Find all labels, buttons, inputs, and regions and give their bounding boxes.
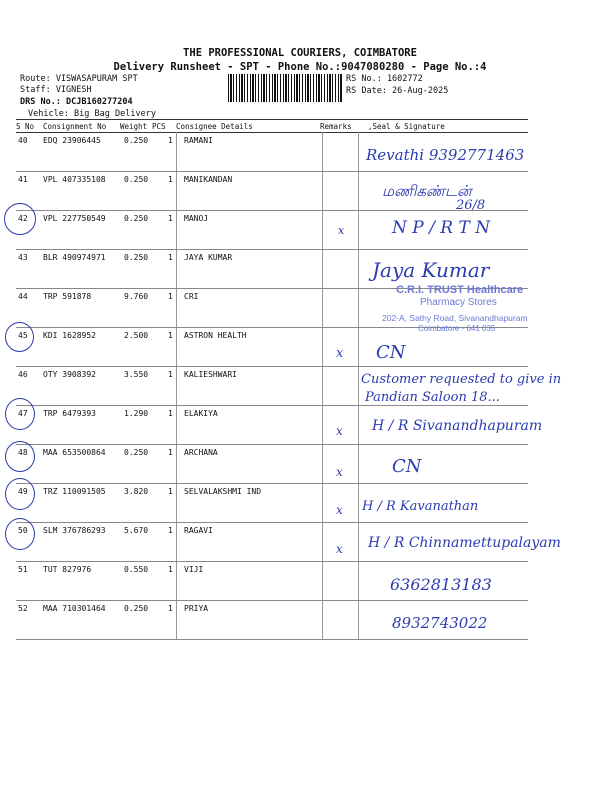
row-sno: 47 [18, 409, 28, 418]
row-divider [16, 561, 528, 562]
remark-mark-48: x [336, 465, 343, 479]
row-divider [16, 249, 528, 250]
row-consignment-no: SLM 376786293 [43, 526, 106, 535]
row-sno: 41 [18, 175, 28, 184]
row-consignment-no: EDQ 23906445 [43, 136, 101, 145]
header-top-rule [16, 119, 528, 120]
row-sno: 52 [18, 604, 28, 613]
remark-mark-42: x [338, 224, 345, 237]
runsheet-subtitle: Delivery Runsheet - SPT - Phone No.:9047080280 - Page No.:4 [113, 61, 487, 73]
row-consignee: RAGAVI [184, 526, 213, 535]
row-sno: 45 [18, 331, 28, 340]
row-pcs: 1 [168, 409, 173, 418]
row-sno: 46 [18, 370, 28, 379]
rs-number: RS No.: 1602772 [346, 74, 423, 84]
signature-52: 8932743022 [392, 614, 488, 632]
row-consignment-no: VPL 227750549 [43, 214, 106, 223]
row-weight: 3.820 [124, 487, 149, 496]
row-divider [16, 366, 528, 367]
remark-46-line1: Customer requested to give in [361, 372, 562, 387]
signature-41-date: 26/8 [456, 198, 486, 213]
remark-mark-49: x [336, 503, 343, 517]
row-sno: 42 [18, 214, 28, 223]
row-pcs: 1 [168, 604, 173, 613]
row-consignee: JAYA KUMAR [184, 253, 233, 262]
row-consignment-no: TRP 6479393 [43, 409, 96, 418]
row-consignee: MANIKANDAN [184, 175, 233, 184]
col-consignee: Consignee Details [176, 122, 253, 131]
stamp-line-1: C.R.I. TRUST Healthcare [396, 284, 524, 296]
col-sno: S No [16, 122, 35, 131]
row-sno: 40 [18, 136, 28, 145]
divider-remarks [322, 132, 323, 640]
row-weight: 5.670 [124, 526, 149, 535]
sno-circle-48 [5, 441, 35, 472]
row-weight: 0.250 [124, 253, 149, 262]
row-consignee: ASTRON HEALTH [184, 331, 247, 340]
row-weight: 2.500 [124, 331, 149, 340]
row-sno: 43 [18, 253, 28, 262]
remark-mark-50: x [336, 542, 343, 556]
remark-49: H / R Kavanathan [362, 499, 479, 514]
col-remarks: Remarks [320, 122, 352, 131]
row-sno: 44 [18, 292, 28, 301]
col-pcs: PCS [152, 122, 166, 131]
row-sno: 51 [18, 565, 28, 574]
row-consignment-no: BLR 490974971 [43, 253, 106, 262]
row-consignee: SELVALAKSHMI IND [184, 487, 262, 496]
row-pcs: 1 [168, 487, 173, 496]
row-sno: 50 [18, 526, 28, 535]
row-weight: 0.550 [124, 565, 149, 574]
row-divider [16, 483, 528, 484]
remark-mark-45: x [336, 346, 344, 361]
stamp-line-2: Pharmacy Stores [420, 297, 497, 308]
row-pcs: 1 [168, 253, 173, 262]
row-divider [16, 444, 528, 445]
row-weight: 0.250 [124, 214, 149, 223]
row-weight: 9.760 [124, 292, 149, 301]
row-divider [16, 639, 528, 640]
remark-48: CN [392, 456, 422, 477]
row-consignee: RAMANI [184, 136, 213, 145]
stamp-line-3: 202-A, Sathy Road, Sivanandhapuram [382, 313, 528, 323]
row-consignment-no: TRZ 110091505 [43, 487, 106, 496]
row-consignment-no: MAA 653500864 [43, 448, 106, 457]
row-divider [16, 210, 528, 211]
route-label: Route: VISWASAPURAM SPT [20, 74, 138, 84]
sno-circle-45 [5, 322, 34, 352]
row-weight: 0.250 [124, 448, 149, 457]
divider-consignee [176, 132, 177, 640]
row-consignee: ELAKIYA [184, 409, 218, 418]
signature-51: 6362813183 [390, 575, 492, 594]
remark-45: CN [376, 342, 406, 363]
row-pcs: 1 [168, 214, 173, 223]
row-consignment-no: TRP 591878 [43, 292, 92, 301]
signature-40: Revathi 9392771463 [366, 146, 525, 164]
row-pcs: 1 [168, 370, 173, 379]
row-divider [16, 522, 528, 523]
col-consignment: Consignment No [43, 122, 107, 131]
company-title: THE PROFESSIONAL COURIERS, COIMBATORE [183, 47, 417, 59]
row-consignee: CRI [184, 292, 199, 301]
staff-label: Staff: VIGNESH [20, 85, 92, 95]
remark-42: N P / R T N [392, 218, 491, 238]
row-weight: 0.250 [124, 175, 149, 184]
row-sno: 48 [18, 448, 28, 457]
sno-circle-42 [4, 203, 36, 235]
row-consignee: KALIESHWARI [184, 370, 237, 379]
vehicle-label: Vehicle: Big Bag Delivery [28, 109, 156, 119]
row-consignee: PRIYA [184, 604, 209, 613]
row-consignee: VIJI [184, 565, 204, 574]
row-consignment-no: OTY 3908392 [43, 370, 96, 379]
row-pcs: 1 [168, 136, 173, 145]
row-pcs: 1 [168, 175, 173, 184]
remark-50: H / R Chinnamettupalayam [368, 535, 561, 551]
barcode [228, 74, 343, 102]
row-pcs: 1 [168, 526, 173, 535]
signature-41: மணிகண்டன் [382, 182, 472, 200]
rs-date: RS Date: 26-Aug-2025 [346, 86, 449, 96]
row-divider [16, 405, 528, 406]
drs-label: DRS No.: DCJB160277204 [20, 97, 133, 107]
row-consignee: MANOJ [184, 214, 209, 223]
row-consignment-no: KDI 1628952 [43, 331, 96, 340]
sno-circle-49 [5, 478, 35, 510]
row-consignment-no: VPL 407335108 [43, 175, 106, 184]
row-weight: 1.290 [124, 409, 149, 418]
row-weight: 0.250 [124, 136, 149, 145]
header-bottom-rule [16, 132, 528, 133]
row-divider [16, 600, 528, 601]
sno-circle-47 [5, 398, 35, 430]
remark-47: H / R Sivanandhapuram [372, 418, 543, 434]
remark-46-line2: Pandian Saloon 18... [365, 390, 500, 405]
remark-mark-47: x [336, 424, 343, 438]
row-consignee: ARCHANA [184, 448, 218, 457]
row-pcs: 1 [168, 448, 173, 457]
row-consignment-no: TUT 827976 [43, 565, 92, 574]
row-divider [16, 171, 528, 172]
row-weight: 0.250 [124, 604, 149, 613]
divider-seal [358, 132, 359, 640]
row-sno: 49 [18, 487, 28, 496]
row-pcs: 1 [168, 331, 173, 340]
row-consignment-no: MAA 710301464 [43, 604, 106, 613]
row-weight: 3.550 [124, 370, 149, 379]
sno-circle-50 [5, 518, 35, 550]
col-weight: Weight [120, 122, 148, 131]
row-pcs: 1 [168, 565, 173, 574]
row-pcs: 1 [168, 292, 173, 301]
signature-43: Jaya Kumar [372, 258, 490, 282]
col-seal: ,Seal & Signature [368, 122, 445, 131]
stamp-line-4: Coimbatore - 641 035 [418, 324, 496, 333]
